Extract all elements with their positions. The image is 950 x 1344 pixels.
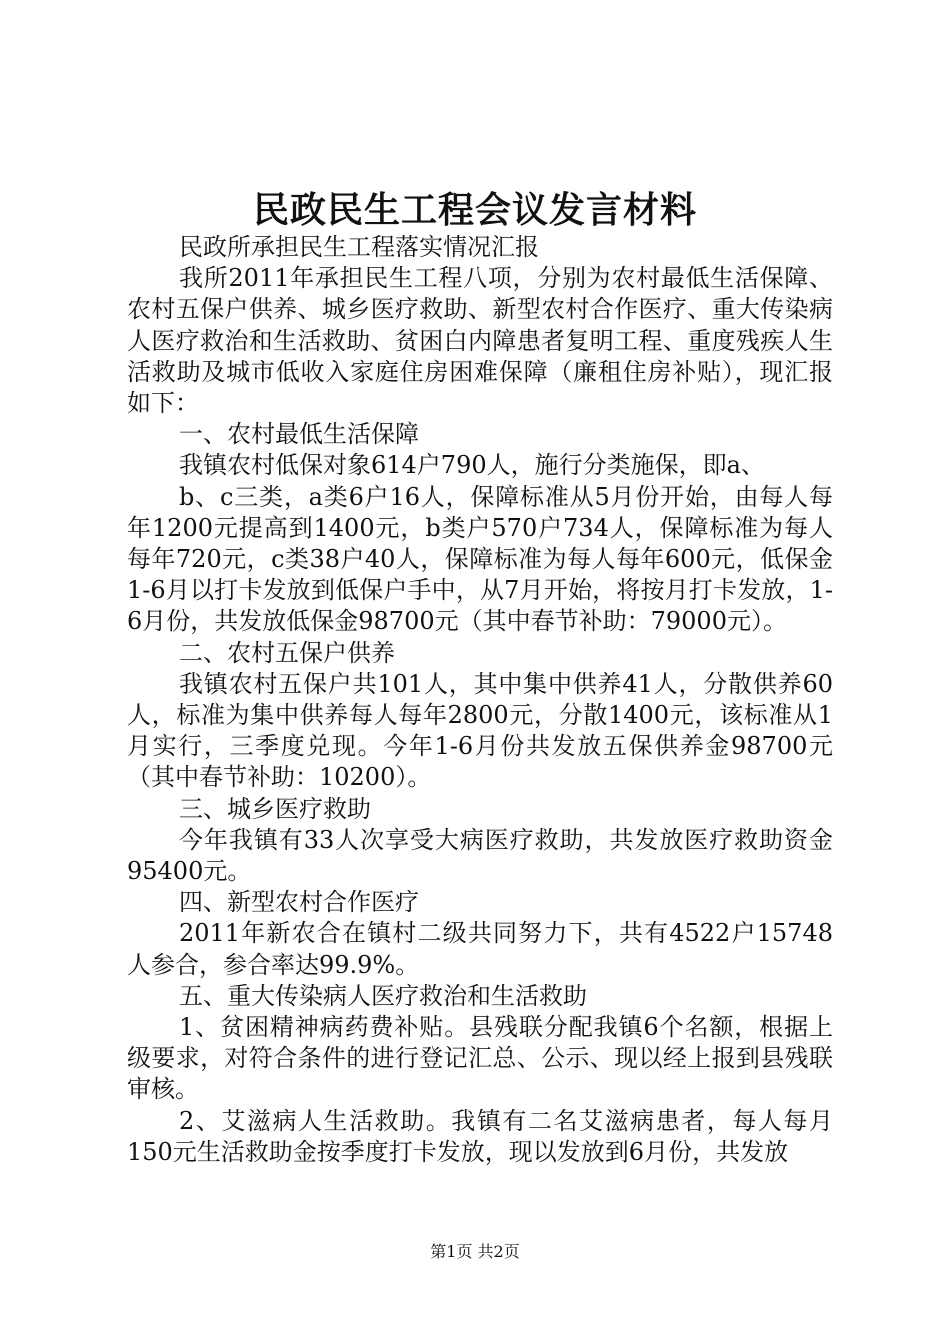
paragraph: 1、贫困精神病药费补贴。县残联分配我镇6个名额，根据上级要求，对符合条件的进行登记汇总、公示、现以经上报到县残联审核。 [127, 1013, 833, 1104]
section-heading: 三、城乡医疗救助 [179, 794, 371, 823]
paragraph: 2、艾滋病人生活救助。我镇有二名艾滋病患者，每人每月150元生活救助金按季度打卡发放，现以发放到6月份，共发放 [127, 1106, 833, 1166]
paragraph: 我所2011年承担民生工程八项，分别为农村最低生活保障、农村五保户供养、城乡医疗救助、新型农村合作医疗、重大传染病人医疗救治和生活救助、贫困白内障患者复明工程、重度残疾人生活救助及城市低收入家庭住房困难保障（廉租住房补贴），现汇报如下： [127, 264, 833, 418]
paragraph: 2011年新农合在镇村二级共同努力下，共有4522户15748人参合，参合率达99.9%。 [127, 919, 833, 979]
section-heading: 五、重大传染病人医疗救治和生活救助 [179, 981, 587, 1010]
paragraph: b、c三类，a类6户16人，保障标准从5月份开始，由每人每年1200元提高到1400元，b类户570户734人，保障标准为每人每年720元，c类38户40人，保障标准为每人每年600元，低保金1-6月以打卡发放到低保户手中，从7月开始，将按月打卡发放，1-6月份，共发放低保金98700元（其中春节补助：79000元）。 [127, 482, 833, 636]
paragraph: 我镇农村低保对象614户790人，施行分类施保，即a、 [179, 451, 765, 480]
document-body [127, 232, 833, 1168]
paragraph-heading: 民政所承担民生工程落实情况汇报 [179, 233, 539, 261]
document-title: 民政民生工程会议发言材料 [252, 189, 697, 231]
paragraph: 今年我镇有33人次享受大病医疗救助，共发放医疗救助资金95400元。 [127, 825, 833, 886]
section-heading: 一、农村最低生活保障 [179, 420, 419, 449]
section-heading: 二、农村五保户供养 [179, 638, 395, 667]
page-footer: 第1页 共2页 [430, 1242, 520, 1261]
paragraph: 我镇农村五保户共101人，其中集中供养41人，分散供养60人，标准为集中供养每人每年2800元，分散1400元，该标准从1月实行，三季度兑现。今年1-6月份共发放五保供养金98700元（其中春节补助：10200）。 [127, 669, 833, 792]
section-heading: 四、新型农村合作医疗 [179, 888, 419, 917]
